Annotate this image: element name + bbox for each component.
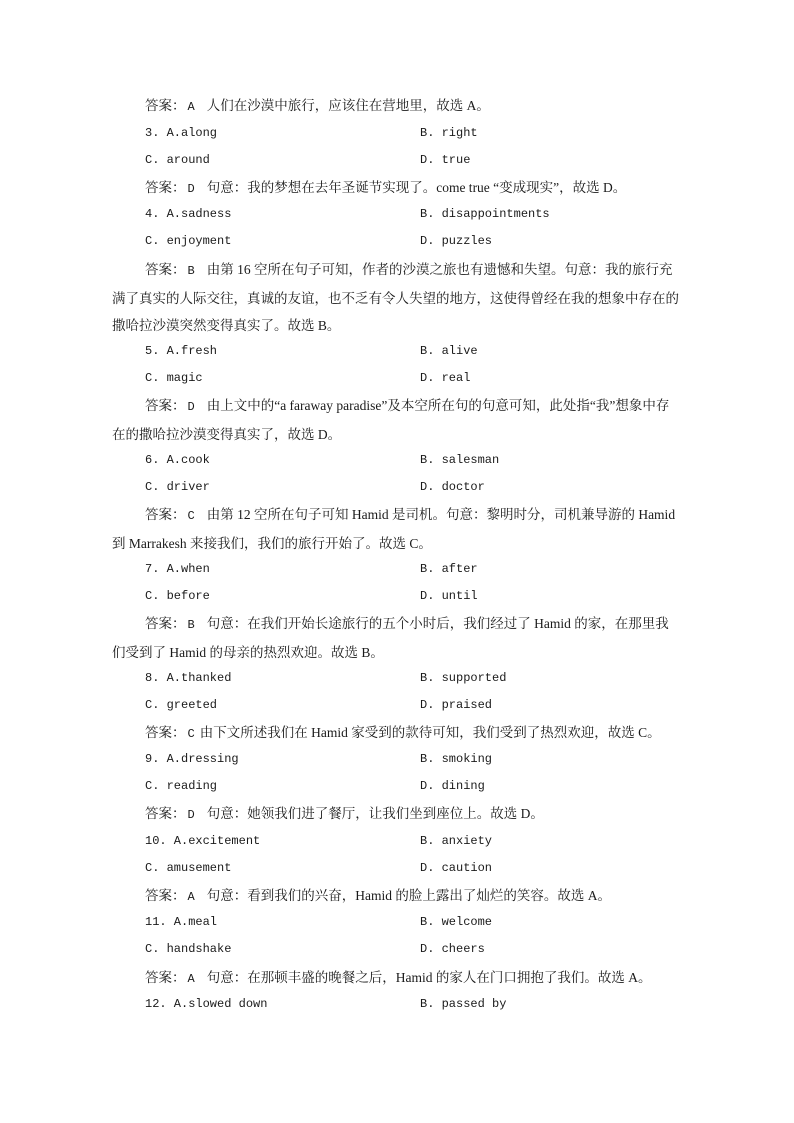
answer-paragraph: 答案： C 由第 12 空所在句子可知 Hamid 是司机。句意：黎明时分，司机兼导游的 Hamid 到 Marrakesh 来接我们，我们的旅行开始了。故选 C。 — [112, 507, 676, 551]
option-row — [145, 201, 685, 228]
option-b: B. after — [420, 562, 478, 576]
option-d: D. true — [420, 153, 471, 167]
option-c: C. reading — [145, 779, 218, 793]
option-b: B. salesman — [420, 453, 500, 467]
option-row — [145, 474, 685, 501]
option-b: B. welcome — [420, 915, 493, 929]
answer-line: 答案： D 句意：我的梦想在去年圣诞节实现了。come true “变成现实”，故选 D。 — [145, 180, 627, 196]
option-c: C. enjoyment — [145, 234, 232, 248]
option-c: C. amusement — [145, 861, 232, 875]
option-a: 8. A.thanked — [145, 671, 232, 685]
option-a: 10. A.excitement — [145, 834, 261, 848]
option-row — [145, 828, 685, 855]
option-b: B. passed by — [420, 997, 507, 1011]
option-a: 9. A.dressing — [145, 752, 239, 766]
option-row — [145, 228, 685, 255]
option-d: D. puzzles — [420, 234, 493, 248]
option-row — [145, 147, 685, 174]
option-row — [145, 991, 685, 1018]
option-row — [145, 746, 685, 773]
option-d: D. real — [420, 371, 471, 385]
option-b: B. supported — [420, 671, 507, 685]
option-row — [145, 338, 685, 365]
option-row — [145, 665, 685, 692]
option-c: C. handshake — [145, 942, 232, 956]
option-row — [145, 692, 685, 719]
option-d: D. doctor — [420, 480, 485, 494]
option-a: 4. A.sadness — [145, 207, 232, 221]
option-row — [145, 120, 685, 147]
option-c: C. driver — [145, 480, 210, 494]
option-b: B. alive — [420, 344, 478, 358]
option-c: C. magic — [145, 371, 203, 385]
option-a: 3. A.along — [145, 126, 218, 140]
answer-line: 答案： A 句意：在那顿丰盛的晚餐之后，Hamid 的家人在门口拥抱了我们。故选 A。 — [145, 970, 652, 986]
option-row — [145, 447, 685, 474]
option-row — [145, 773, 685, 800]
option-row — [145, 855, 685, 882]
option-b: B. disappointments — [420, 207, 550, 221]
option-d: D. until — [420, 589, 478, 603]
option-b: B. smoking — [420, 752, 493, 766]
option-row — [145, 936, 685, 963]
option-a: 11. A.meal — [145, 915, 218, 929]
option-c: C. before — [145, 589, 210, 603]
option-d: D. dining — [420, 779, 485, 793]
answer-line: 答案： A 句意：看到我们的兴奋，Hamid 的脸上露出了灿烂的笑容。故选 A。 — [145, 888, 611, 904]
option-c: C. around — [145, 153, 210, 167]
option-row — [145, 583, 685, 610]
answer-line: 答案： C 由下文所述我们在 Hamid 家受到的款待可知，我们受到了热烈欢迎，故选 C。 — [145, 725, 661, 741]
option-a: 12. A.slowed down — [145, 997, 268, 1011]
answer-line: 答案： A 人们在沙漠中旅行，应该住在营地里，故选 A。 — [145, 98, 490, 114]
answer-paragraph: 答案： B 句意：在我们开始长途旅行的五个小时后，我们经过了 Hamid 的家，在那里我们受到了 Hamid 的母亲的热烈欢迎。故选 B。 — [112, 616, 669, 660]
option-row — [145, 909, 685, 936]
option-a: 5. A.fresh — [145, 344, 218, 358]
answer-paragraph: 答案： D 由上文中的“a faraway paradise”及本空所在句的句意可知，此处指“我”想象中存在的撒哈拉沙漠变得真实了，故选 D。 — [112, 398, 670, 442]
option-d: D. cheers — [420, 942, 485, 956]
option-d: D. praised — [420, 698, 493, 712]
option-b: B. anxiety — [420, 834, 493, 848]
option-c: C. greeted — [145, 698, 218, 712]
answer-paragraph: 答案： B 由第 16 空所在句子可知，作者的沙漠之旅也有遗憾和失望。句意：我的旅行充满了真实的人际交往，真诚的友谊，也不乏有令人失望的地方，这使得曾经在我的想象中存在的撒哈拉沙漠突然变得真实了。故选 B。 — [112, 262, 679, 333]
answer-line: 答案： D 句意：她领我们进了餐厅，让我们坐到座位上。故选 D。 — [145, 806, 544, 822]
option-row — [145, 556, 685, 583]
option-d: D. caution — [420, 861, 493, 875]
option-a: 6. A.cook — [145, 453, 210, 467]
option-b: B. right — [420, 126, 478, 140]
option-a: 7. A.when — [145, 562, 210, 576]
option-row — [145, 365, 685, 392]
